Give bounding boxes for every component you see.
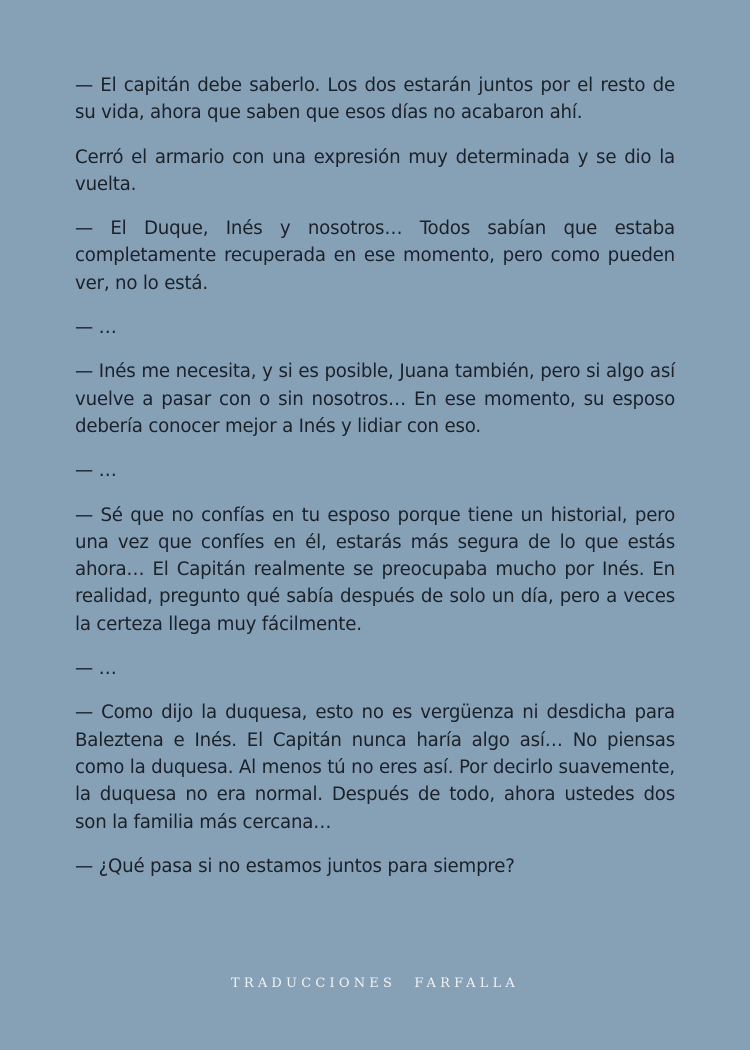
page-body	[75, 72, 675, 897]
paragraph: — Inés me necesita, y si es posible, Juana también, pero si algo así vuelve a pasar con o sin nosotros… En ese momento, su esposo debería conocer mejor a Inés y lidiar con eso.	[75, 361, 675, 437]
paragraph: — …	[75, 460, 117, 482]
paragraph: — …	[75, 658, 117, 680]
paragraph: — Sé que no confías en tu esposo porque tiene un historial, pero una vez que confíes en él, estarás más segura de lo que estás ahora… El Capitán realmente se preocupaba mucho por Inés. En realidad, pregunto qué sabía después de solo un día, pero a veces la certeza llega muy fácilmente.	[75, 504, 675, 635]
paragraph: — El Duque, Inés y nosotros… Todos sabían que estaba completamente recuperada en ese momento, pero como pueden ver, no lo está.	[75, 218, 675, 294]
translator-watermark: TRADUCCIONES FARFALLA	[230, 976, 519, 991]
paragraph: Cerró el armario con una expresión muy determinada y se dio la vuelta.	[75, 146, 675, 195]
paragraph: — …	[75, 317, 117, 339]
paragraph: — Como dijo la duquesa, esto no es vergüenza ni desdicha para Baleztena e Inés. El Capitán nunca haría algo así… No piensas como la duquesa. Al menos tú no eres así. Por decirlo suavemente, la duquesa no era normal. Después de todo, ahora ustedes dos son la familia más cercana…	[75, 702, 675, 833]
paragraph: — El capitán debe saberlo. Los dos estarán juntos por el resto de su vida, ahora que saben que esos días no acabaron ahí.	[75, 75, 675, 124]
paragraph: — ¿Qué pasa si no estamos juntos para siempre?	[75, 855, 515, 877]
